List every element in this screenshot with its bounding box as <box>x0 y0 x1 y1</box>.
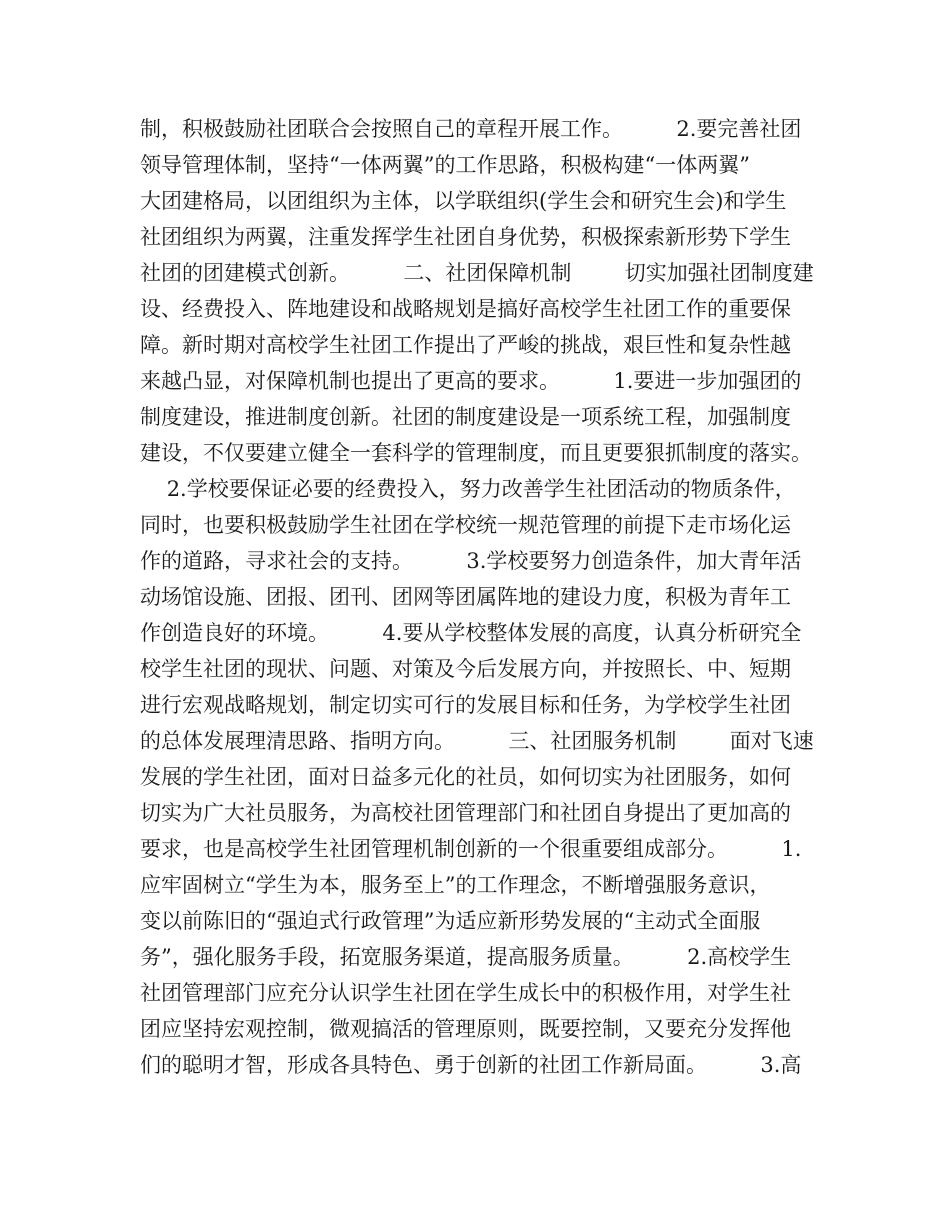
text-line: 同时，也要积极鼓励学生社团在学校统一规范管理的前提下走市场化运 <box>140 513 791 537</box>
text-line: 变以前陈旧的“强迫式行政管理”为适应新形势发展的“主动式全面服 <box>140 909 761 933</box>
text-line: 切实为广大社员服务，为高校社团管理部门和社团自身提出了更加高的 <box>140 801 791 825</box>
text-line: 团应坚持宏观控制，微观搞活的管理原则，既要控制，又要充分发挥他 <box>140 1017 791 1041</box>
text-line: 的总体发展理清思路、指明方向。 三、社团服务机制 面对飞速 <box>140 729 814 753</box>
text-line: 作创造良好的环境。 4.要从学校整体发展的高度，认真分析研究全 <box>140 621 802 645</box>
text-line: 应牢固树立“学生为本，服务至上”的工作理念，不断增强服务意识， <box>140 873 771 897</box>
text-line: 作的道路，寻求社会的支持。 3.学校要努力创造条件，加大青年活 <box>140 549 802 573</box>
text-line: 社团的团建模式创新。 二、社团保障机制 切实加强社团制度建 <box>140 261 814 285</box>
text-line: 进行宏观战略规划，制定切实可行的发展目标和任务，为学校学生社团 <box>140 693 791 717</box>
text-line: 制，积极鼓励社团联合会按照自己的章程开展工作。 2.要完善社团 <box>140 117 802 141</box>
text-line: 们的聪明才智，形成各具特色、勇于创新的社团工作新局面。 3.高 <box>140 1053 802 1077</box>
text-line: 社团管理部门应充分认识学生社团在学生成长中的积极作用，对学生社 <box>140 981 791 1005</box>
text-line: 来越凸显，对保障机制也提出了更高的要求。 1.要进一步加强团的 <box>140 369 802 393</box>
text-line: 建设，不仅要建立健全一套科学的管理制度，而且更要狠抓制度的落实。 <box>140 441 812 465</box>
text-line: 社团组织为两翼，注重发挥学生社团自身优势，积极探索新形势下学生 <box>140 225 791 249</box>
text-line: 务”，强化服务手段，拓宽服务渠道，提高服务质量。 2.高校学生 <box>140 945 792 969</box>
text-line: 障。新时期对高校学生社团工作提出了严峻的挑战，艰巨性和复杂性越 <box>140 333 791 357</box>
text-line: 领导管理体制，坚持“一体两翼”的工作思路，积极构建“一体两翼” <box>140 153 750 177</box>
text-line: 2.学校要保证必要的经费投入，努力改善学生社团活动的物质条件， <box>140 477 796 501</box>
text-line: 大团建格局，以团组织为主体，以学联组织(学生会和研究生会)和学生 <box>140 189 787 213</box>
text-line: 校学生社团的现状、问题、对策及今后发展方向，并按照长、中、短期 <box>140 657 791 681</box>
text-line: 制度建设，推进制度创新。社团的制度建设是一项系统工程，加强制度 <box>140 405 791 429</box>
text-line: 设、经费投入、阵地建设和战略规划是搞好高校学生社团工作的重要保 <box>140 297 791 321</box>
text-line: 要求，也是高校学生社团管理机制创新的一个很重要组成部分。 1. <box>140 837 802 861</box>
text-line: 发展的学生社团，面对日益多元化的社员，如何切实为社团服务，如何 <box>140 765 791 789</box>
text-line: 动场馆设施、团报、团刊、团网等团属阵地的建设力度，积极为青年工 <box>140 585 791 609</box>
body-text <box>140 111 825 1083</box>
